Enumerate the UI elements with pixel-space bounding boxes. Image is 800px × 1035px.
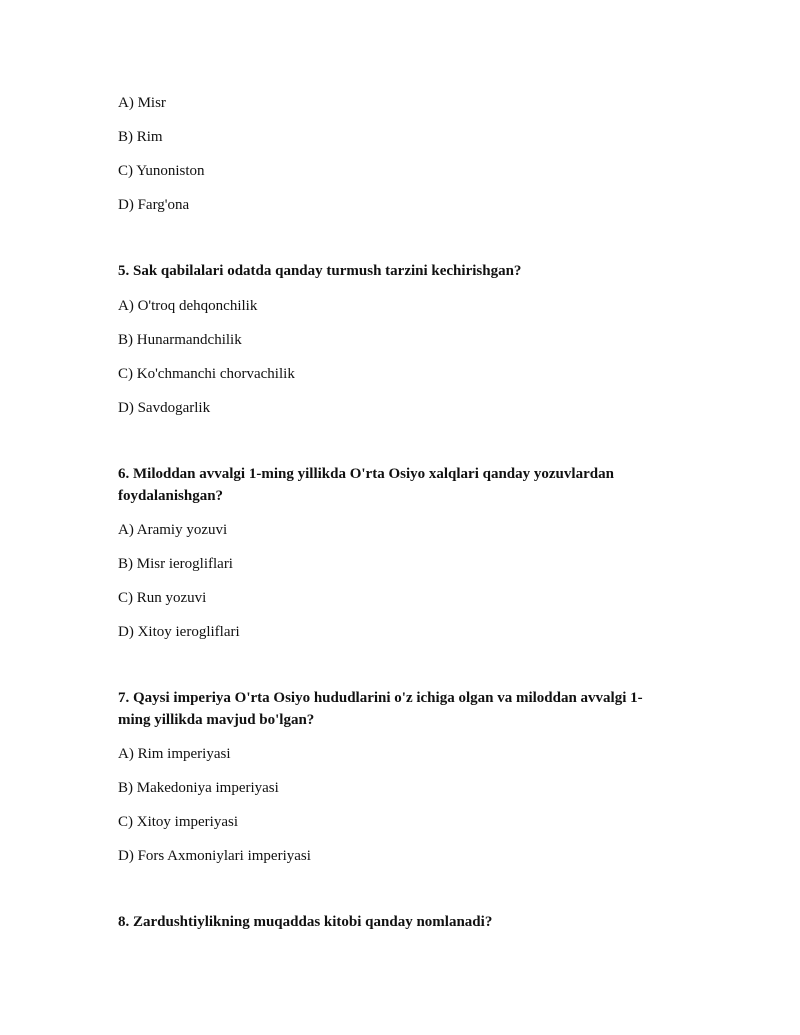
question-5: 5. Sak qabilalari odatda qanday turmush tarzini kechirishgan? xyxy=(118,263,522,279)
question-7-option-a: A) Rim imperiyasi xyxy=(118,746,231,762)
question-6-option-b: B) Misr ierogliflari xyxy=(118,556,233,572)
question-6-option-a: A) Aramiy yozuvi xyxy=(118,522,228,538)
question-7-option-c: C) Xitoy imperiyasi xyxy=(118,814,238,830)
question-6-option-d: D) Xitoy ierogliflari xyxy=(118,624,240,640)
question-5-option-b: B) Hunarmandchilik xyxy=(118,332,242,348)
question-7-option-b: B) Makedoniya imperiyasi xyxy=(118,780,279,796)
question-7: 7. Qaysi imperiya O'rta Osiyo hududlarini o'z ichiga olgan va miloddan avvalgi 1-ming yillikda mavjud bo'lgan? xyxy=(118,690,643,728)
question-7-option-d: D) Fors Axmoniylari imperiyasi xyxy=(118,848,311,864)
question-6-option-c: C) Run yozuvi xyxy=(118,590,207,606)
question-6: 6. Miloddan avvalgi 1-ming yillikda O'rta Osiyo xalqlari qanday yozuvlardan foydalanishgan? xyxy=(118,466,614,504)
question-5-option-d: D) Savdogarlik xyxy=(118,400,211,416)
option-b: B) Rim xyxy=(118,129,163,145)
option-c: C) Yunoniston xyxy=(118,163,205,179)
question-8: 8. Zardushtiylikning muqaddas kitobi qanday nomlanadi? xyxy=(118,914,493,930)
question-5-option-a: A) O'troq dehqonchilik xyxy=(118,298,258,314)
option-d: D) Farg'ona xyxy=(118,197,190,213)
question-5-option-c: C) Ko'chmanchi chorvachilik xyxy=(118,366,295,382)
option-a: A) Misr xyxy=(118,95,166,111)
